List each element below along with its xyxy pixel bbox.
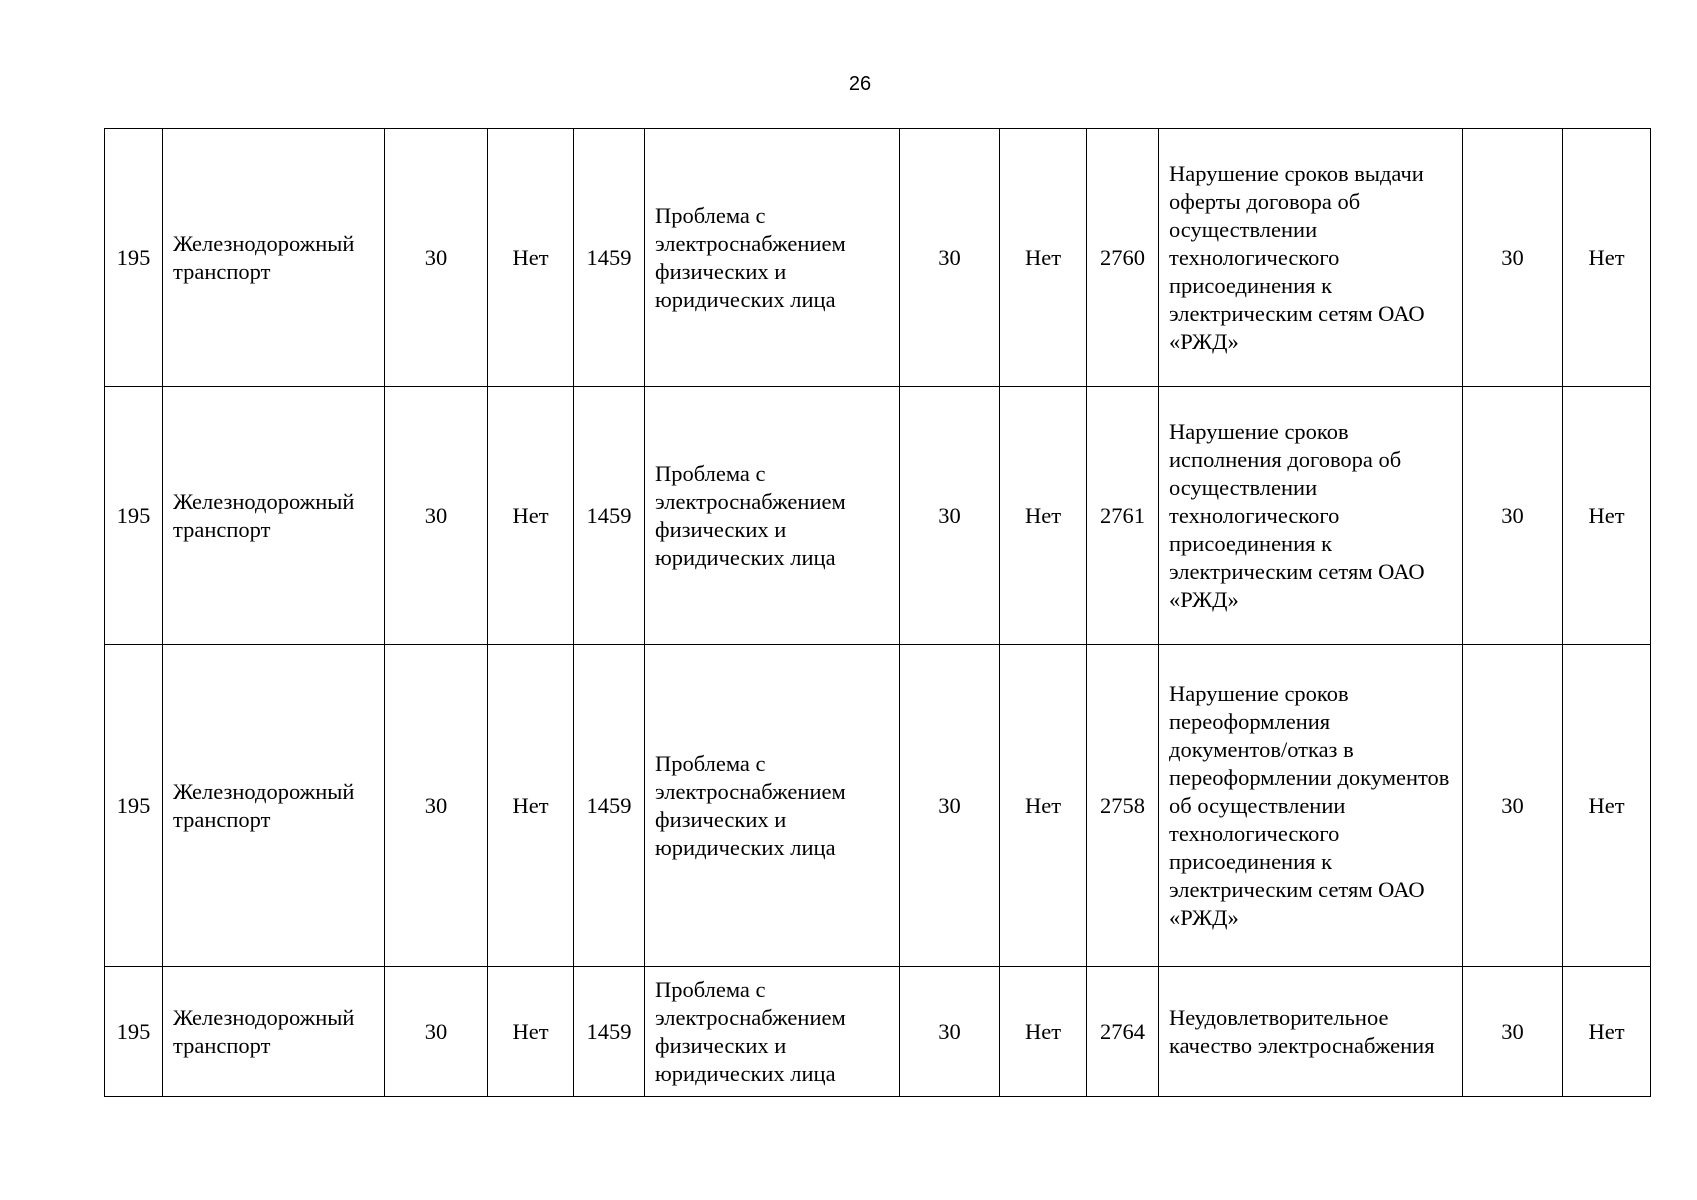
cell-subtopic: Нарушение сроков выдачи оферты договора об осуществлении технологического присоединения к электрическим сетям ОАО «РЖД» xyxy=(1159,129,1463,387)
cell-topic-code: 1459 xyxy=(574,645,645,967)
page-number: 26 xyxy=(848,73,872,95)
cell-flag: Нет xyxy=(1563,967,1651,1097)
cell-code: 195 xyxy=(105,645,163,967)
cell-days: 30 xyxy=(900,645,1000,967)
cell-days: 30 xyxy=(1463,967,1563,1097)
cell-days: 30 xyxy=(1463,129,1563,387)
table-row xyxy=(105,387,1651,645)
cell-subtopic: Нарушение сроков переоформления документов/отказ в переоформлении документов об осуществлении технологического присоединения к электрическим сетям ОАО «РЖД» xyxy=(1159,645,1463,967)
cell-subtopic-code: 2758 xyxy=(1087,645,1159,967)
cell-flag: Нет xyxy=(1000,645,1087,967)
cell-topic-code: 1459 xyxy=(574,967,645,1097)
cell-subtopic: Нарушение сроков исполнения договора об осуществлении технологического присоединения к электрическим сетям ОАО «РЖД» xyxy=(1159,387,1463,645)
cell-days: 30 xyxy=(385,967,488,1097)
cell-topic: Проблема с электроснабжением физических и юридических лица xyxy=(645,387,900,645)
cell-flag: Нет xyxy=(1563,645,1651,967)
cell-days: 30 xyxy=(385,129,488,387)
cell-subtopic: Неудовлетворительное качество электроснабжения xyxy=(1159,967,1463,1097)
cell-days: 30 xyxy=(385,645,488,967)
cell-code: 195 xyxy=(105,387,163,645)
table-row xyxy=(105,129,1651,387)
cell-topic: Проблема с электроснабжением физических и юридических лица xyxy=(645,645,900,967)
cell-days: 30 xyxy=(900,387,1000,645)
cell-flag: Нет xyxy=(488,967,574,1097)
cell-flag: Нет xyxy=(1563,387,1651,645)
table-row xyxy=(105,967,1651,1097)
cell-subtopic-code: 2761 xyxy=(1087,387,1159,645)
cell-days: 30 xyxy=(900,967,1000,1097)
cell-topic: Проблема с электроснабжением физических и юридических лица xyxy=(645,129,900,387)
cell-days: 30 xyxy=(385,387,488,645)
cell-days: 30 xyxy=(1463,645,1563,967)
cell-category: Железнодорожный транспорт xyxy=(163,129,385,387)
cell-subtopic-code: 2760 xyxy=(1087,129,1159,387)
cell-code: 195 xyxy=(105,967,163,1097)
cell-flag: Нет xyxy=(1000,387,1087,645)
table-row xyxy=(105,645,1651,967)
cell-days: 30 xyxy=(900,129,1000,387)
cell-code: 195 xyxy=(105,129,163,387)
cell-topic-code: 1459 xyxy=(574,129,645,387)
cell-topic: Проблема с электроснабжением физических и юридических лица xyxy=(645,967,900,1097)
cell-flag: Нет xyxy=(1000,967,1087,1097)
cell-flag: Нет xyxy=(488,387,574,645)
cell-flag: Нет xyxy=(1563,129,1651,387)
cell-flag: Нет xyxy=(1000,129,1087,387)
cell-topic-code: 1459 xyxy=(574,387,645,645)
document-table xyxy=(104,128,1651,1097)
cell-subtopic-code: 2764 xyxy=(1087,967,1159,1097)
cell-category: Железнодорожный транспорт xyxy=(163,967,385,1097)
cell-days: 30 xyxy=(1463,387,1563,645)
cell-flag: Нет xyxy=(488,129,574,387)
cell-flag: Нет xyxy=(488,645,574,967)
cell-category: Железнодорожный транспорт xyxy=(163,645,385,967)
cell-category: Железнодорожный транспорт xyxy=(163,387,385,645)
